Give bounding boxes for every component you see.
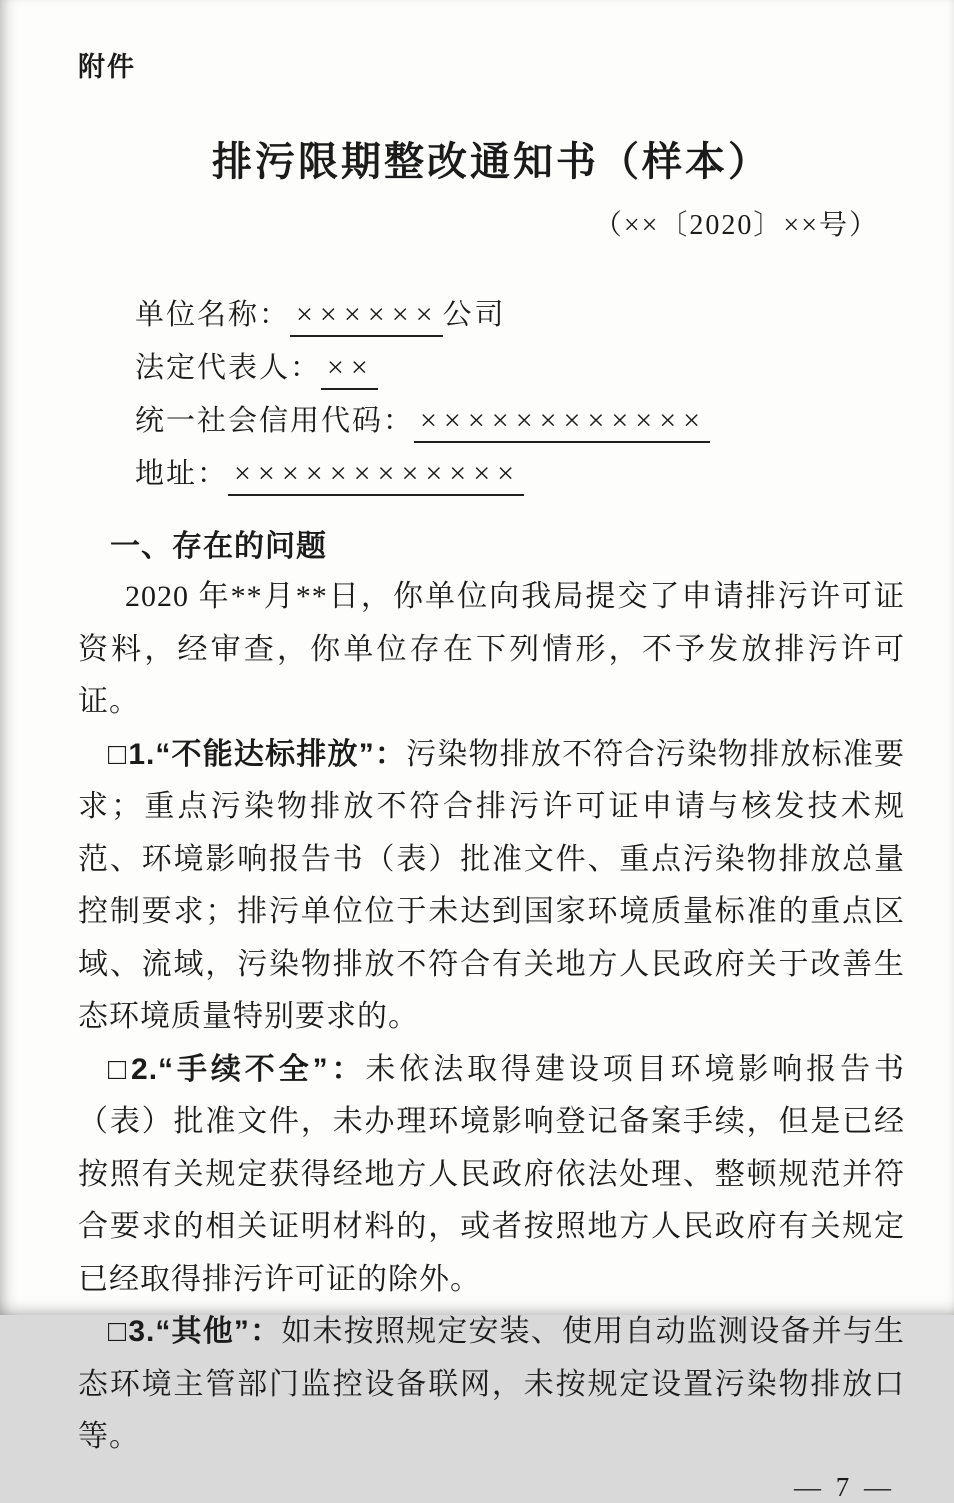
item-label: 1.“不能达标排放”：	[128, 737, 407, 771]
field-label: 单位名称：	[135, 299, 291, 331]
page-title: 排污限期整改通知书（样本）	[212, 140, 771, 184]
field-value-underlined: ××××××	[290, 295, 443, 337]
item-text: 未依法取得建设项目环境影响报告书（表）批准文件，未办理环境影响登记备案手续，但是已经按照有关规定获得经地方人民政府依法处理、整顿规范并符合要求的相关证明材料的，或者按照地方人民政府有关规定已经取得排污许可证的除外。	[78, 1052, 905, 1296]
section-heading: 一、存在的问题	[110, 530, 327, 563]
field-label: 法定代表人：	[135, 352, 322, 384]
item-text: 污染物排放不符合污染物排放标准要求；重点污染物排放不符合排污许可证申请与核发技术规范、环境影响报告书（表）批准文件、重点污染物排放总量控制要求；排污单位位于未达到国家环境质量标准的重点区域、流域，污染物排放不符合有关地方人民政府关于改善生态环境质量特别要求的。	[78, 737, 905, 1033]
field-address	[135, 448, 905, 501]
item-label: 2.“手续不全”：	[131, 1052, 366, 1086]
field-value-underlined: ××××××××××××	[414, 401, 710, 443]
field-value-underlined: ××	[321, 348, 378, 390]
problem-item-1	[78, 729, 905, 1044]
doc-number: （××〔2020〕××号）	[593, 210, 879, 241]
item-text: 如未按照规定安装、使用自动监测设备并与生态环境主管部门监控设备联网，未按规定设置污染物排放口等。	[78, 1315, 906, 1453]
field-label: 地址：	[135, 458, 229, 490]
field-value-underlined: ××××××××××××	[228, 454, 524, 496]
intro-paragraph: 2020 年**月**日，你单位向我局提交了申请排污许可证资料，经审查，你单位存在下列情形，不予发放排污许可证。	[78, 580, 905, 718]
checkbox-icon: □	[108, 1052, 131, 1086]
attachment-label: 附件	[78, 52, 136, 82]
page-number: — 7 —	[794, 1471, 895, 1502]
item-label: 3.“其他”：	[128, 1315, 282, 1348]
field-label: 统一社会信用代码：	[135, 405, 415, 437]
problem-item-3	[78, 1306, 905, 1464]
field-legal-representative	[135, 342, 905, 395]
problem-item-2	[78, 1044, 905, 1307]
checkbox-icon: □	[108, 737, 128, 771]
field-unit-name	[135, 289, 905, 342]
checkbox-icon: □	[108, 1315, 128, 1348]
field-credit-code	[135, 395, 905, 448]
fields-block	[135, 289, 905, 501]
field-suffix: 公司	[442, 299, 507, 331]
